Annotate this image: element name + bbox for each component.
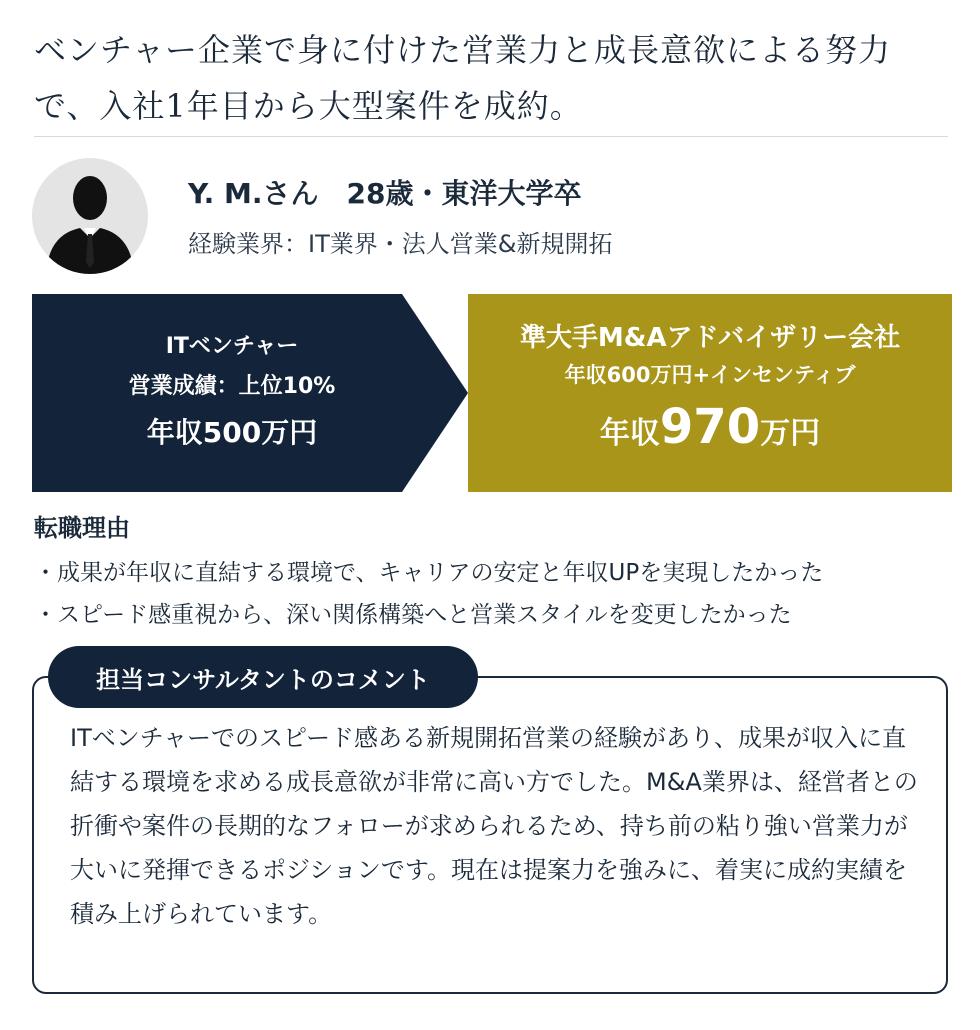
after-salary-number: 970 (659, 398, 761, 455)
after-salary-prefix: 年収 (599, 415, 660, 451)
divider (34, 136, 948, 137)
before-company: ITベンチャー (165, 334, 299, 359)
reason-item: ・成果が年収に直結する環境で、キャリアの安定と年収UPを実現したかった (34, 560, 824, 586)
person-experience: 経験業界：IT業界・法人営業&新規開拓 (188, 230, 613, 258)
reasons-list (34, 552, 823, 636)
comment-text: ITベンチャーでのスピード感ある新規開拓営業の経験があり、成果が収入に直結する環境を求める成長意欲が非常に高い方でした。M&A業界は、経営者との折衝や案件の長期的なフォローが求められるため、持ち前の粘り強い営業力が大いに発揮できるポジションです。現在は提案力を強みに、着実に成約実績を積み上げられています。 (70, 724, 918, 928)
after-salary (600, 392, 820, 469)
before-achievement: 営業成績：上位10% (128, 374, 336, 399)
career-after-box (468, 294, 952, 492)
career-before-box (32, 294, 468, 492)
headline: ベンチャー企業で身に付けた営業力と成長意欲による努力で、入社1年目から大型案件を成約。 (34, 31, 892, 125)
person-silhouette-icon (32, 158, 148, 274)
reason-item: ・スピード感重視から、深い関係構築へと営業スタイルを変更したかった (34, 602, 792, 628)
comment-tag: 担当コンサルタントのコメント (48, 646, 478, 708)
after-salary-suffix: 万円 (760, 415, 821, 451)
before-salary: 年収500万円 (146, 416, 318, 449)
after-detail: 年収600万円+インセンティブ (564, 362, 856, 387)
reasons-title: 転職理由 (34, 514, 130, 542)
person-name-age: Y. M.さん 28歳・東洋大学卒 (188, 177, 582, 210)
after-company: 準大手M&Aアドバイザリー会社 (519, 322, 901, 353)
avatar (32, 158, 148, 274)
